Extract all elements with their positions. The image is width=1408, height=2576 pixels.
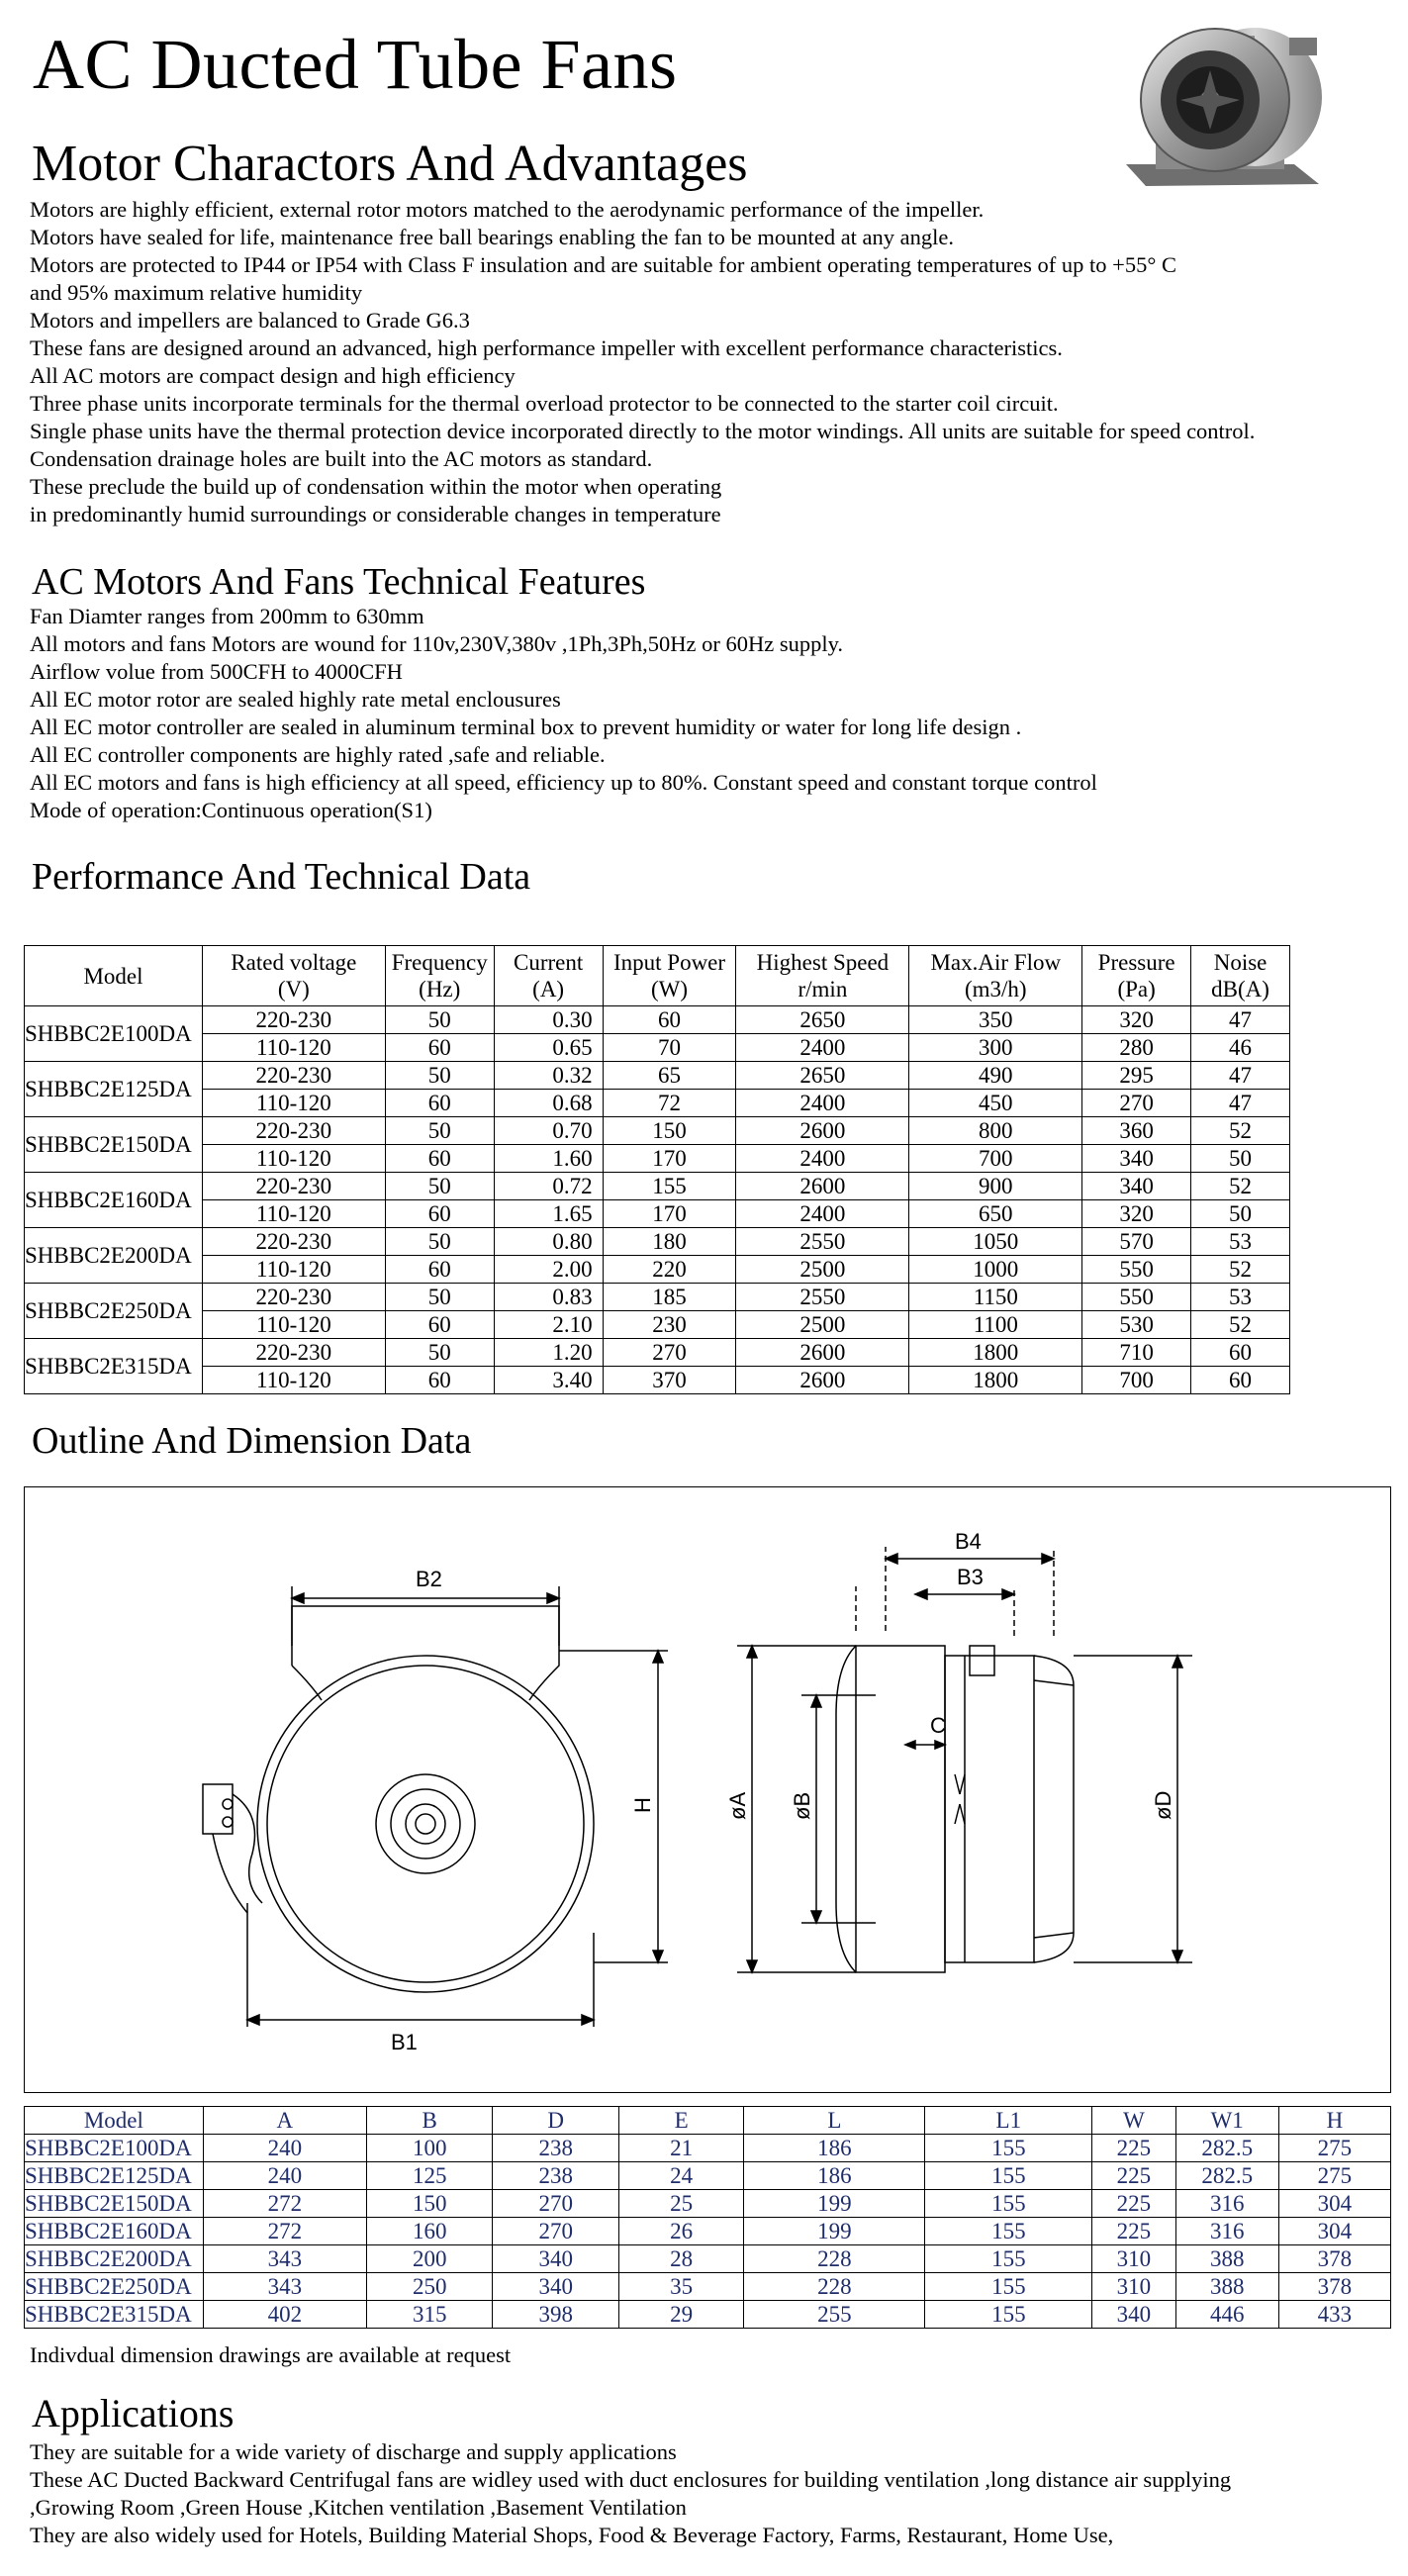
- perf-cell: 270: [1082, 1090, 1191, 1117]
- motor-line: Single phase units have the thermal protection device incorporated directly to the motor windings. All units are suitable for speed control.: [30, 419, 1256, 443]
- application-line: ,Growing Room ,Green House ,Kitchen ventilation ,Basement Ventilation: [30, 2495, 687, 2520]
- motor-line: Motors and impellers are balanced to Grade G6.3: [30, 308, 470, 333]
- perf-cell: 47: [1191, 1062, 1290, 1090]
- motor-line: These preclude the build up of condensation within the motor when operating: [30, 474, 722, 499]
- dim-cell: 238: [493, 2162, 619, 2190]
- table-row: [25, 1256, 1290, 1284]
- perf-cell: 550: [1082, 1256, 1191, 1284]
- perf-cell: 170: [603, 1145, 736, 1173]
- motor-line: Three phase units incorporate terminals for the thermal overload protector to be connected to the starter coil circuit.: [30, 391, 1059, 416]
- table-row: [25, 1173, 1290, 1200]
- perf-cell: 370: [603, 1367, 736, 1394]
- perf-cell: 50: [385, 1228, 494, 1256]
- perf-cell: 60: [1191, 1367, 1290, 1394]
- perf-header-text: Highest Speed: [756, 950, 890, 975]
- perf-cell: 110-120: [202, 1311, 385, 1339]
- feature-line: All EC motor controller are sealed in aluminum terminal box to prevent humidity or water for long life design .: [30, 715, 1022, 739]
- dim-cell: 340: [1092, 2301, 1175, 2329]
- dim-header-cell: W1: [1175, 2107, 1278, 2135]
- outline-drawing: [24, 1486, 1391, 2093]
- perf-header-text: (Pa): [1117, 977, 1156, 1002]
- dim-cell: 446: [1175, 2301, 1278, 2329]
- dim-cell: 186: [744, 2135, 925, 2162]
- model-cell: SHBBC2E100DA: [25, 1006, 203, 1062]
- perf-cell: 60: [385, 1256, 494, 1284]
- dim-header-cell: Model: [25, 2107, 204, 2135]
- perf-cell: 220-230: [202, 1173, 385, 1200]
- perf-header-cell: [736, 946, 909, 1006]
- table-row: [25, 1311, 1290, 1339]
- table-row: [25, 2245, 1391, 2273]
- perf-cell: 50: [385, 1284, 494, 1311]
- perf-header-text: Rated voltage: [231, 950, 357, 975]
- dim-cell: 388: [1175, 2245, 1278, 2273]
- dim-cell: 272: [203, 2218, 366, 2245]
- table-row: [25, 1006, 1290, 1034]
- perf-cell: 3.40: [494, 1367, 603, 1394]
- label-b4: B4: [955, 1529, 982, 1554]
- dim-cell: 228: [744, 2245, 925, 2273]
- motor-text: [30, 196, 1255, 528]
- perf-header-cell: [603, 946, 736, 1006]
- perf-cell: 300: [909, 1034, 1082, 1062]
- dim-cell: 433: [1278, 2301, 1390, 2329]
- dim-cell: 26: [618, 2218, 743, 2245]
- dim-cell: 316: [1175, 2218, 1278, 2245]
- dim-cell: 398: [493, 2301, 619, 2329]
- dim-cell: 378: [1278, 2273, 1390, 2301]
- perf-cell: 1.60: [494, 1145, 603, 1173]
- model-cell: SHBBC2E160DA: [25, 2218, 204, 2245]
- applications-heading: Applications: [32, 2391, 235, 2435]
- dim-cell: 150: [366, 2190, 493, 2218]
- table-row: [25, 1200, 1290, 1228]
- perf-cell: 65: [603, 1062, 736, 1090]
- perf-header-cell: [25, 946, 203, 1006]
- perf-header-text: Current: [514, 950, 584, 975]
- perf-cell: 180: [603, 1228, 736, 1256]
- motor-line: Motors are protected to IP44 or IP54 with Class F insulation and are suitable for ambient operating temperatures of up to +55° C: [30, 252, 1176, 277]
- perf-cell: 360: [1082, 1117, 1191, 1145]
- perf-cell: 1050: [909, 1228, 1082, 1256]
- perf-cell: 2500: [736, 1311, 909, 1339]
- applications-text: [30, 2438, 1231, 2549]
- perf-cell: 46: [1191, 1034, 1290, 1062]
- model-cell: SHBBC2E250DA: [25, 1284, 203, 1339]
- model-cell: SHBBC2E250DA: [25, 2273, 204, 2301]
- perf-cell: 60: [385, 1090, 494, 1117]
- dim-cell: 250: [366, 2273, 493, 2301]
- perf-cell: 710: [1082, 1339, 1191, 1367]
- perf-cell: 2400: [736, 1034, 909, 1062]
- dim-cell: 270: [493, 2190, 619, 2218]
- perf-cell: 270: [603, 1339, 736, 1367]
- performance-table: [24, 945, 1290, 1394]
- dim-cell: 378: [1278, 2245, 1390, 2273]
- perf-cell: 550: [1082, 1284, 1191, 1311]
- perf-cell: 0.80: [494, 1228, 603, 1256]
- perf-cell: 2550: [736, 1228, 909, 1256]
- perf-cell: 60: [385, 1145, 494, 1173]
- perf-cell: 0.68: [494, 1090, 603, 1117]
- perf-cell: 2600: [736, 1339, 909, 1367]
- dim-cell: 225: [1092, 2190, 1175, 2218]
- perf-cell: 50: [385, 1339, 494, 1367]
- dim-cell: 186: [744, 2162, 925, 2190]
- motor-line: Condensation drainage holes are built into the AC motors as standard.: [30, 446, 653, 471]
- dim-cell: 155: [925, 2245, 1092, 2273]
- perf-cell: 1.65: [494, 1200, 603, 1228]
- dim-header-cell: A: [203, 2107, 366, 2135]
- dim-cell: 228: [744, 2273, 925, 2301]
- dim-cell: 343: [203, 2273, 366, 2301]
- perf-cell: 50: [1191, 1200, 1290, 1228]
- perf-cell: 2650: [736, 1006, 909, 1034]
- perf-cell: 50: [385, 1062, 494, 1090]
- perf-header-text: (V): [277, 977, 310, 1002]
- table-row: [25, 2301, 1391, 2329]
- perf-cell: 0.65: [494, 1034, 603, 1062]
- table-row: [25, 1062, 1290, 1090]
- application-line: They are also widely used for Hotels, Building Material Shops, Food & Beverage Factory, Farms, Restaurant, Home Use,: [30, 2523, 1114, 2547]
- table-row: [25, 1034, 1290, 1062]
- perf-cell: 1800: [909, 1339, 1082, 1367]
- dim-header-cell: L: [744, 2107, 925, 2135]
- dim-cell: 225: [1092, 2162, 1175, 2190]
- perf-cell: 60: [385, 1034, 494, 1062]
- dim-cell: 125: [366, 2162, 493, 2190]
- dim-cell: 225: [1092, 2135, 1175, 2162]
- perf-cell: 220-230: [202, 1062, 385, 1090]
- dim-header-cell: E: [618, 2107, 743, 2135]
- perf-cell: 2500: [736, 1256, 909, 1284]
- dim-cell: 310: [1092, 2245, 1175, 2273]
- perf-cell: 110-120: [202, 1034, 385, 1062]
- perf-header-text: Frequency: [391, 950, 488, 975]
- perf-cell: 220: [603, 1256, 736, 1284]
- perf-cell: 110-120: [202, 1367, 385, 1394]
- model-cell: SHBBC2E150DA: [25, 2190, 204, 2218]
- perf-header-text: Pressure: [1097, 950, 1175, 975]
- dim-cell: 402: [203, 2301, 366, 2329]
- label-b3: B3: [957, 1565, 984, 1589]
- perf-cell: 1.20: [494, 1339, 603, 1367]
- perf-header-text: Max.Air Flow: [930, 950, 1062, 975]
- label-b2: B2: [416, 1567, 442, 1591]
- dim-cell: 343: [203, 2245, 366, 2273]
- performance-heading: Performance And Technical Data: [32, 856, 531, 898]
- dim-cell: 160: [366, 2218, 493, 2245]
- dim-cell: 29: [618, 2301, 743, 2329]
- model-cell: SHBBC2E160DA: [25, 1173, 203, 1228]
- dim-cell: 155: [925, 2190, 1092, 2218]
- perf-header-text: (W): [651, 977, 689, 1002]
- dim-cell: 238: [493, 2135, 619, 2162]
- label-h: H: [630, 1797, 655, 1813]
- dim-cell: 240: [203, 2162, 366, 2190]
- dim-cell: 155: [925, 2301, 1092, 2329]
- perf-cell: 0.83: [494, 1284, 603, 1311]
- dimension-drawing-svg: [25, 1487, 1392, 2094]
- application-line: These AC Ducted Backward Centrifugal fans are widley used with duct enclosures for building ventilation ,long distance air supplying: [30, 2467, 1232, 2492]
- label-a: øA: [725, 1791, 750, 1820]
- perf-cell: 0.70: [494, 1117, 603, 1145]
- feature-line: All motors and fans Motors are wound for 110v,230V,380v ,1Ph,3Ph,50Hz or 60Hz supply.: [30, 631, 844, 656]
- motor-line: and 95% maximum relative humidity: [30, 280, 363, 305]
- table-row: [25, 1228, 1290, 1256]
- perf-cell: 295: [1082, 1062, 1191, 1090]
- perf-cell: 220-230: [202, 1284, 385, 1311]
- model-cell: SHBBC2E200DA: [25, 2245, 204, 2273]
- perf-cell: 60: [603, 1006, 736, 1034]
- perf-cell: 490: [909, 1062, 1082, 1090]
- perf-cell: 220-230: [202, 1006, 385, 1034]
- motor-heading: Motor Charactors And Advantages: [32, 136, 748, 192]
- dim-cell: 340: [493, 2273, 619, 2301]
- motor-line: Motors have sealed for life, maintenance free ball bearings enabling the fan to be mounted at any angle.: [30, 225, 955, 249]
- perf-header-text: (Hz): [419, 977, 461, 1002]
- motor-line: All AC motors are compact design and high efficiency: [30, 363, 516, 388]
- motor-line: in predominantly humid surroundings or considerable changes in temperature: [30, 502, 721, 526]
- model-cell: SHBBC2E100DA: [25, 2135, 204, 2162]
- dim-cell: 25: [618, 2190, 743, 2218]
- perf-header-cell: [494, 946, 603, 1006]
- perf-cell: 185: [603, 1284, 736, 1311]
- dim-cell: 35: [618, 2273, 743, 2301]
- table-row: [25, 2162, 1391, 2190]
- perf-cell: 340: [1082, 1173, 1191, 1200]
- perf-cell: 110-120: [202, 1145, 385, 1173]
- perf-cell: 2.10: [494, 1311, 603, 1339]
- features-heading: AC Motors And Fans Technical Features: [32, 561, 646, 603]
- table-row: [25, 1284, 1290, 1311]
- dim-cell: 199: [744, 2190, 925, 2218]
- perf-cell: 110-120: [202, 1256, 385, 1284]
- dim-header-cell: L1: [925, 2107, 1092, 2135]
- dim-cell: 282.5: [1175, 2135, 1278, 2162]
- perf-cell: 2600: [736, 1173, 909, 1200]
- dim-cell: 304: [1278, 2218, 1390, 2245]
- perf-header-cell: [202, 946, 385, 1006]
- dim-cell: 155: [925, 2162, 1092, 2190]
- dim-cell: 275: [1278, 2135, 1390, 2162]
- perf-cell: 350: [909, 1006, 1082, 1034]
- dim-cell: 316: [1175, 2190, 1278, 2218]
- perf-header-text: Input Power: [612, 950, 726, 975]
- table-row: [25, 2273, 1391, 2301]
- perf-cell: 52: [1191, 1173, 1290, 1200]
- perf-cell: 0.30: [494, 1006, 603, 1034]
- dim-cell: 304: [1278, 2190, 1390, 2218]
- features-text: [30, 603, 1097, 824]
- perf-cell: 2550: [736, 1284, 909, 1311]
- perf-cell: 0.72: [494, 1173, 603, 1200]
- dimension-note: Indivdual dimension drawings are available at request: [30, 2342, 512, 2367]
- perf-cell: 2600: [736, 1117, 909, 1145]
- perf-cell: 220-230: [202, 1228, 385, 1256]
- table-row: [25, 2190, 1391, 2218]
- perf-cell: 0.32: [494, 1062, 603, 1090]
- perf-cell: 220-230: [202, 1117, 385, 1145]
- perf-cell: 47: [1191, 1006, 1290, 1034]
- perf-cell: 450: [909, 1090, 1082, 1117]
- perf-cell: 340: [1082, 1145, 1191, 1173]
- dim-cell: 28: [618, 2245, 743, 2273]
- table-row: [25, 2135, 1391, 2162]
- perf-cell: 60: [385, 1367, 494, 1394]
- dim-cell: 199: [744, 2218, 925, 2245]
- inline-duct-fan-photo: [1106, 16, 1344, 194]
- perf-header-text: Noise: [1213, 950, 1267, 975]
- perf-cell: 2400: [736, 1200, 909, 1228]
- model-cell: SHBBC2E125DA: [25, 1062, 203, 1117]
- perf-cell: 2400: [736, 1090, 909, 1117]
- perf-header-cell: [1082, 946, 1191, 1006]
- perf-cell: 650: [909, 1200, 1082, 1228]
- perf-cell: 570: [1082, 1228, 1191, 1256]
- label-c: C: [930, 1713, 946, 1738]
- perf-cell: 52: [1191, 1311, 1290, 1339]
- dim-header-cell: H: [1278, 2107, 1390, 2135]
- dim-cell: 310: [1092, 2273, 1175, 2301]
- perf-cell: 1100: [909, 1311, 1082, 1339]
- dim-cell: 225: [1092, 2218, 1175, 2245]
- perf-cell: 53: [1191, 1284, 1290, 1311]
- table-row: [25, 1145, 1290, 1173]
- dim-cell: 155: [925, 2273, 1092, 2301]
- perf-cell: 150: [603, 1117, 736, 1145]
- dimension-table: [24, 2106, 1391, 2329]
- perf-cell: 50: [385, 1173, 494, 1200]
- perf-cell: 52: [1191, 1256, 1290, 1284]
- dim-cell: 240: [203, 2135, 366, 2162]
- application-line: They are suitable for a wide variety of discharge and supply applications: [30, 2439, 677, 2464]
- dim-cell: 21: [618, 2135, 743, 2162]
- perf-cell: 60: [1191, 1339, 1290, 1367]
- dim-cell: 155: [925, 2135, 1092, 2162]
- dim-header-cell: B: [366, 2107, 493, 2135]
- model-cell: SHBBC2E125DA: [25, 2162, 204, 2190]
- perf-cell: 110-120: [202, 1200, 385, 1228]
- motor-line: These fans are designed around an advanced, high performance impeller with excellent performance characteristics.: [30, 335, 1063, 360]
- front-view: [203, 1567, 668, 2054]
- table-row: [25, 1339, 1290, 1367]
- perf-cell: 1800: [909, 1367, 1082, 1394]
- perf-header-cell: [909, 946, 1082, 1006]
- feature-line: Airflow volue from 500CFH to 4000CFH: [30, 659, 403, 684]
- perf-cell: 2600: [736, 1367, 909, 1394]
- perf-cell: 1000: [909, 1256, 1082, 1284]
- perf-header-text: dB(A): [1211, 977, 1269, 1002]
- perf-header-cell: [385, 946, 494, 1006]
- perf-cell: 320: [1082, 1006, 1191, 1034]
- dim-cell: 272: [203, 2190, 366, 2218]
- table-row: [25, 1117, 1290, 1145]
- dim-cell: 200: [366, 2245, 493, 2273]
- perf-cell: 900: [909, 1173, 1082, 1200]
- table-row: [25, 2218, 1391, 2245]
- feature-line: Fan Diamter ranges from 200mm to 630mm: [30, 604, 424, 628]
- perf-cell: 47: [1191, 1090, 1290, 1117]
- perf-cell: 2650: [736, 1062, 909, 1090]
- side-view: [725, 1529, 1192, 1972]
- perf-cell: 53: [1191, 1228, 1290, 1256]
- dim-cell: 100: [366, 2135, 493, 2162]
- perf-cell: 70: [603, 1034, 736, 1062]
- feature-line: Mode of operation:Continuous operation(S1): [30, 798, 432, 822]
- perf-cell: 50: [385, 1117, 494, 1145]
- perf-cell: 52: [1191, 1117, 1290, 1145]
- perf-header-text: (m3/h): [964, 977, 1027, 1002]
- perf-cell: 220-230: [202, 1339, 385, 1367]
- table-row: [25, 1090, 1290, 1117]
- perf-header-text: r/min: [798, 977, 848, 1002]
- perf-cell: 50: [385, 1006, 494, 1034]
- page-title: AC Ducted Tube Fans: [33, 25, 678, 104]
- label-b1: B1: [391, 2030, 418, 2054]
- dim-cell: 282.5: [1175, 2162, 1278, 2190]
- motor-line: Motors are highly efficient, external rotor motors matched to the aerodynamic performance of the impeller.: [30, 197, 985, 222]
- perf-cell: 170: [603, 1200, 736, 1228]
- outline-heading: Outline And Dimension Data: [32, 1420, 472, 1462]
- perf-header-text: Model: [83, 963, 143, 989]
- perf-cell: 320: [1082, 1200, 1191, 1228]
- model-cell: SHBBC2E200DA: [25, 1228, 203, 1284]
- feature-line: All EC controller components are highly rated ,safe and reliable.: [30, 742, 606, 767]
- table-row: [25, 1367, 1290, 1394]
- perf-cell: 700: [1082, 1367, 1191, 1394]
- dim-header-cell: D: [493, 2107, 619, 2135]
- dim-cell: 155: [925, 2218, 1092, 2245]
- perf-cell: 155: [603, 1173, 736, 1200]
- perf-cell: 60: [385, 1311, 494, 1339]
- dim-cell: 270: [493, 2218, 619, 2245]
- perf-cell: 280: [1082, 1034, 1191, 1062]
- dim-cell: 275: [1278, 2162, 1390, 2190]
- feature-line: All EC motor rotor are sealed highly rate metal enclousures: [30, 687, 561, 712]
- dim-header-cell: W: [1092, 2107, 1175, 2135]
- model-cell: SHBBC2E315DA: [25, 2301, 204, 2329]
- perf-cell: 800: [909, 1117, 1082, 1145]
- perf-cell: 72: [603, 1090, 736, 1117]
- label-d: øD: [1151, 1790, 1175, 1820]
- perf-cell: 110-120: [202, 1090, 385, 1117]
- dim-cell: 340: [493, 2245, 619, 2273]
- perf-header-cell: [1191, 946, 1290, 1006]
- perf-cell: 60: [385, 1200, 494, 1228]
- perf-cell: 530: [1082, 1311, 1191, 1339]
- label-b: øB: [790, 1791, 814, 1820]
- model-cell: SHBBC2E150DA: [25, 1117, 203, 1173]
- perf-cell: 230: [603, 1311, 736, 1339]
- feature-line: All EC motors and fans is high efficiency at all speed, efficiency up to 80%. Constant speed and constant torque control: [30, 770, 1097, 795]
- perf-cell: 50: [1191, 1145, 1290, 1173]
- perf-header-text: (A): [532, 977, 565, 1002]
- perf-cell: 1150: [909, 1284, 1082, 1311]
- dim-cell: 24: [618, 2162, 743, 2190]
- model-cell: SHBBC2E315DA: [25, 1339, 203, 1394]
- dim-cell: 388: [1175, 2273, 1278, 2301]
- dim-cell: 315: [366, 2301, 493, 2329]
- perf-cell: 2.00: [494, 1256, 603, 1284]
- perf-cell: 700: [909, 1145, 1082, 1173]
- dim-cell: 255: [744, 2301, 925, 2329]
- perf-cell: 2400: [736, 1145, 909, 1173]
